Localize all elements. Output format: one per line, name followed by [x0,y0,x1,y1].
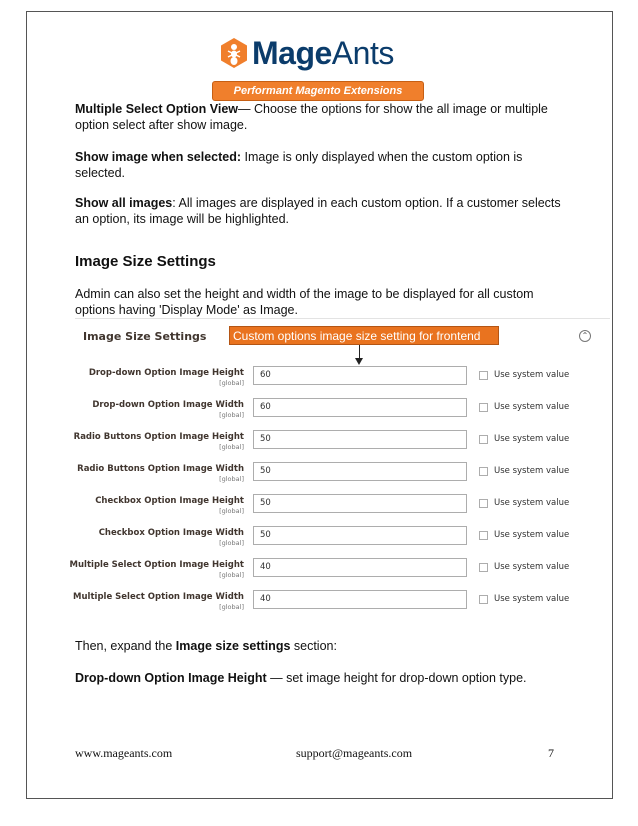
setting-label: Radio Buttons Option Image Width [77,464,244,474]
paragraph-show-all-images: Show all images: All images are displayed in each custom option. If a customer selects an option, its image will be highlighted. [75,196,561,226]
footer-page-number: 7 [548,746,554,760]
setting-row [75,526,610,554]
section-title: Image Size Settings [83,330,207,343]
setting-label: Radio Buttons Option Image Height [73,432,244,442]
setting-input[interactable]: 50 [253,494,467,513]
use-system-value-label: Use system value [494,594,570,604]
setting-input[interactable]: 50 [253,526,467,545]
setting-row [75,366,610,394]
use-system-value-checkbox[interactable] [479,467,488,476]
callout-arrow-head [355,358,363,365]
setting-label: Drop-down Option Image Width [92,400,244,410]
scope-label: [global] [219,539,244,547]
use-system-value-checkbox[interactable] [479,499,488,508]
use-system-value-label: Use system value [494,370,570,380]
setting-label: Multiple Select Option Image Width [73,592,244,602]
setting-label: Drop-down Option Image Height [88,368,244,378]
use-system-value-checkbox[interactable] [479,371,488,380]
ant-hexagon-icon [220,37,248,69]
mageants-logo [220,37,422,101]
setting-row [75,430,610,458]
brand-tagline: Performant Magento Extensions [212,81,424,101]
use-system-value-label: Use system value [494,466,570,476]
callout-label: Custom options image size setting for frontend [229,326,499,345]
scope-label: [global] [219,411,244,419]
setting-label: Checkbox Option Image Height [95,496,244,506]
intro-paragraph: Admin can also set the height and width of the image to be displayed for all custom options having 'Display Mode' as Image. [75,287,534,317]
paragraph-show-image-selected: Show image when selected: Image is only displayed when the custom option is selected. [75,150,523,180]
footer-website: www.mageants.com [75,746,173,760]
setting-row [75,398,610,426]
setting-input[interactable]: 60 [253,366,467,385]
setting-row [75,590,610,618]
setting-row [75,462,610,490]
settings-screenshot [69,318,610,618]
use-system-value-checkbox[interactable] [479,403,488,412]
setting-input[interactable]: 40 [253,590,467,609]
section-divider [75,318,610,319]
use-system-value-label: Use system value [494,498,570,508]
footer-email: support@mageants.com [296,746,413,760]
use-system-value-label: Use system value [494,562,570,572]
chevron-up-circle-icon[interactable]: ⌃ [579,330,591,342]
then-paragraph: Then, expand the Image size settings section: [75,639,337,653]
setting-input[interactable]: 50 [253,462,467,481]
scope-label: [global] [219,379,244,387]
scope-label: [global] [219,475,244,483]
setting-input[interactable]: 50 [253,430,467,449]
scope-label: [global] [219,603,244,611]
scope-label: [global] [219,443,244,451]
section-heading: Image Size Settings [75,253,216,270]
dropdown-height-paragraph: Drop-down Option Image Height — set image height for drop-down option type. [75,671,527,685]
use-system-value-label: Use system value [494,530,570,540]
use-system-value-checkbox[interactable] [479,531,488,540]
scope-label: [global] [219,571,244,579]
setting-label: Multiple Select Option Image Height [69,560,244,570]
setting-row [69,558,610,586]
use-system-value-label: Use system value [494,434,570,444]
scope-label: [global] [219,507,244,515]
setting-input[interactable]: 60 [253,398,467,417]
brand-name: MageAnts [252,35,394,71]
setting-label: Checkbox Option Image Width [98,528,244,538]
use-system-value-label: Use system value [494,402,570,412]
setting-row [75,494,610,522]
setting-input[interactable]: 40 [253,558,467,577]
use-system-value-checkbox[interactable] [479,435,488,444]
use-system-value-checkbox[interactable] [479,595,488,604]
use-system-value-checkbox[interactable] [479,563,488,572]
paragraph-multiple-select: Multiple Select Option View— Choose the options for show the all image or multiple option select after show image. [75,102,548,132]
